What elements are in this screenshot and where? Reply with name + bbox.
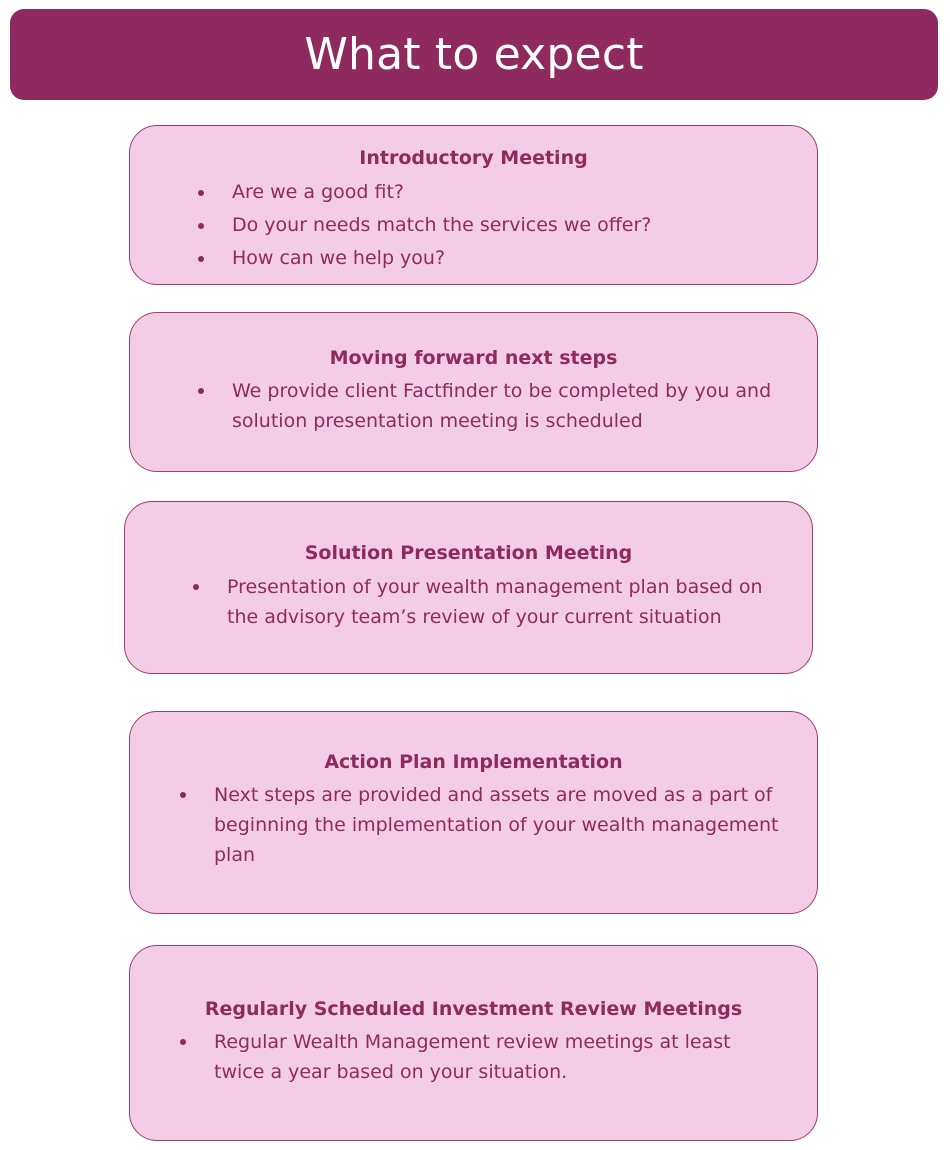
bullet-icon [198, 388, 204, 394]
step-bullet-list [232, 376, 802, 436]
step-bullet-list [214, 1027, 774, 1087]
bullet-text: Are we a good fit? [232, 181, 404, 203]
list-item [214, 1027, 774, 1087]
list-item [232, 209, 792, 242]
page-title: What to expect [304, 29, 644, 80]
bullet-text: Presentation of your wealth management plan based on the advisory team’s review of your current situation [227, 576, 763, 628]
bullet-icon [193, 584, 199, 590]
bullet-icon [180, 792, 186, 798]
step-title: Action Plan Implementation [324, 751, 623, 773]
step-title: Regularly Scheduled Investment Review Meetings [204, 998, 743, 1020]
step-title: Introductory Meeting [359, 147, 588, 169]
step-card-introductory-meeting [129, 125, 818, 285]
step-card-action-plan [129, 711, 818, 914]
step-card-moving-forward [129, 312, 818, 472]
list-item [232, 176, 792, 209]
step-card-review-meetings [129, 945, 818, 1141]
bullet-icon [198, 256, 204, 262]
bullet-icon [180, 1039, 186, 1045]
list-item [227, 572, 797, 632]
list-item [232, 242, 792, 275]
bullet-text: Next steps are provided and assets are moved as a part of beginning the implementation of your wealth management plan [214, 784, 779, 866]
step-title: Solution Presentation Meeting [304, 542, 633, 564]
bullet-text: Regular Wealth Management review meetings at least twice a year based on your situation. [214, 1031, 731, 1083]
step-card-solution-presentation [124, 501, 813, 674]
list-item [214, 780, 804, 870]
bullet-icon [198, 223, 204, 229]
step-title: Moving forward next steps [329, 347, 618, 369]
list-item [232, 376, 802, 436]
bullet-text: Do your needs match the services we offer? [232, 214, 652, 236]
bullet-icon [198, 190, 204, 196]
header-banner [10, 9, 938, 100]
step-bullet-list [214, 780, 804, 870]
bullet-text: How can we help you? [232, 247, 446, 269]
step-bullet-list [227, 572, 797, 632]
bullet-text: We provide client Factfinder to be completed by you and solution presentation meeting is scheduled [232, 380, 772, 432]
step-bullet-list [232, 176, 792, 275]
